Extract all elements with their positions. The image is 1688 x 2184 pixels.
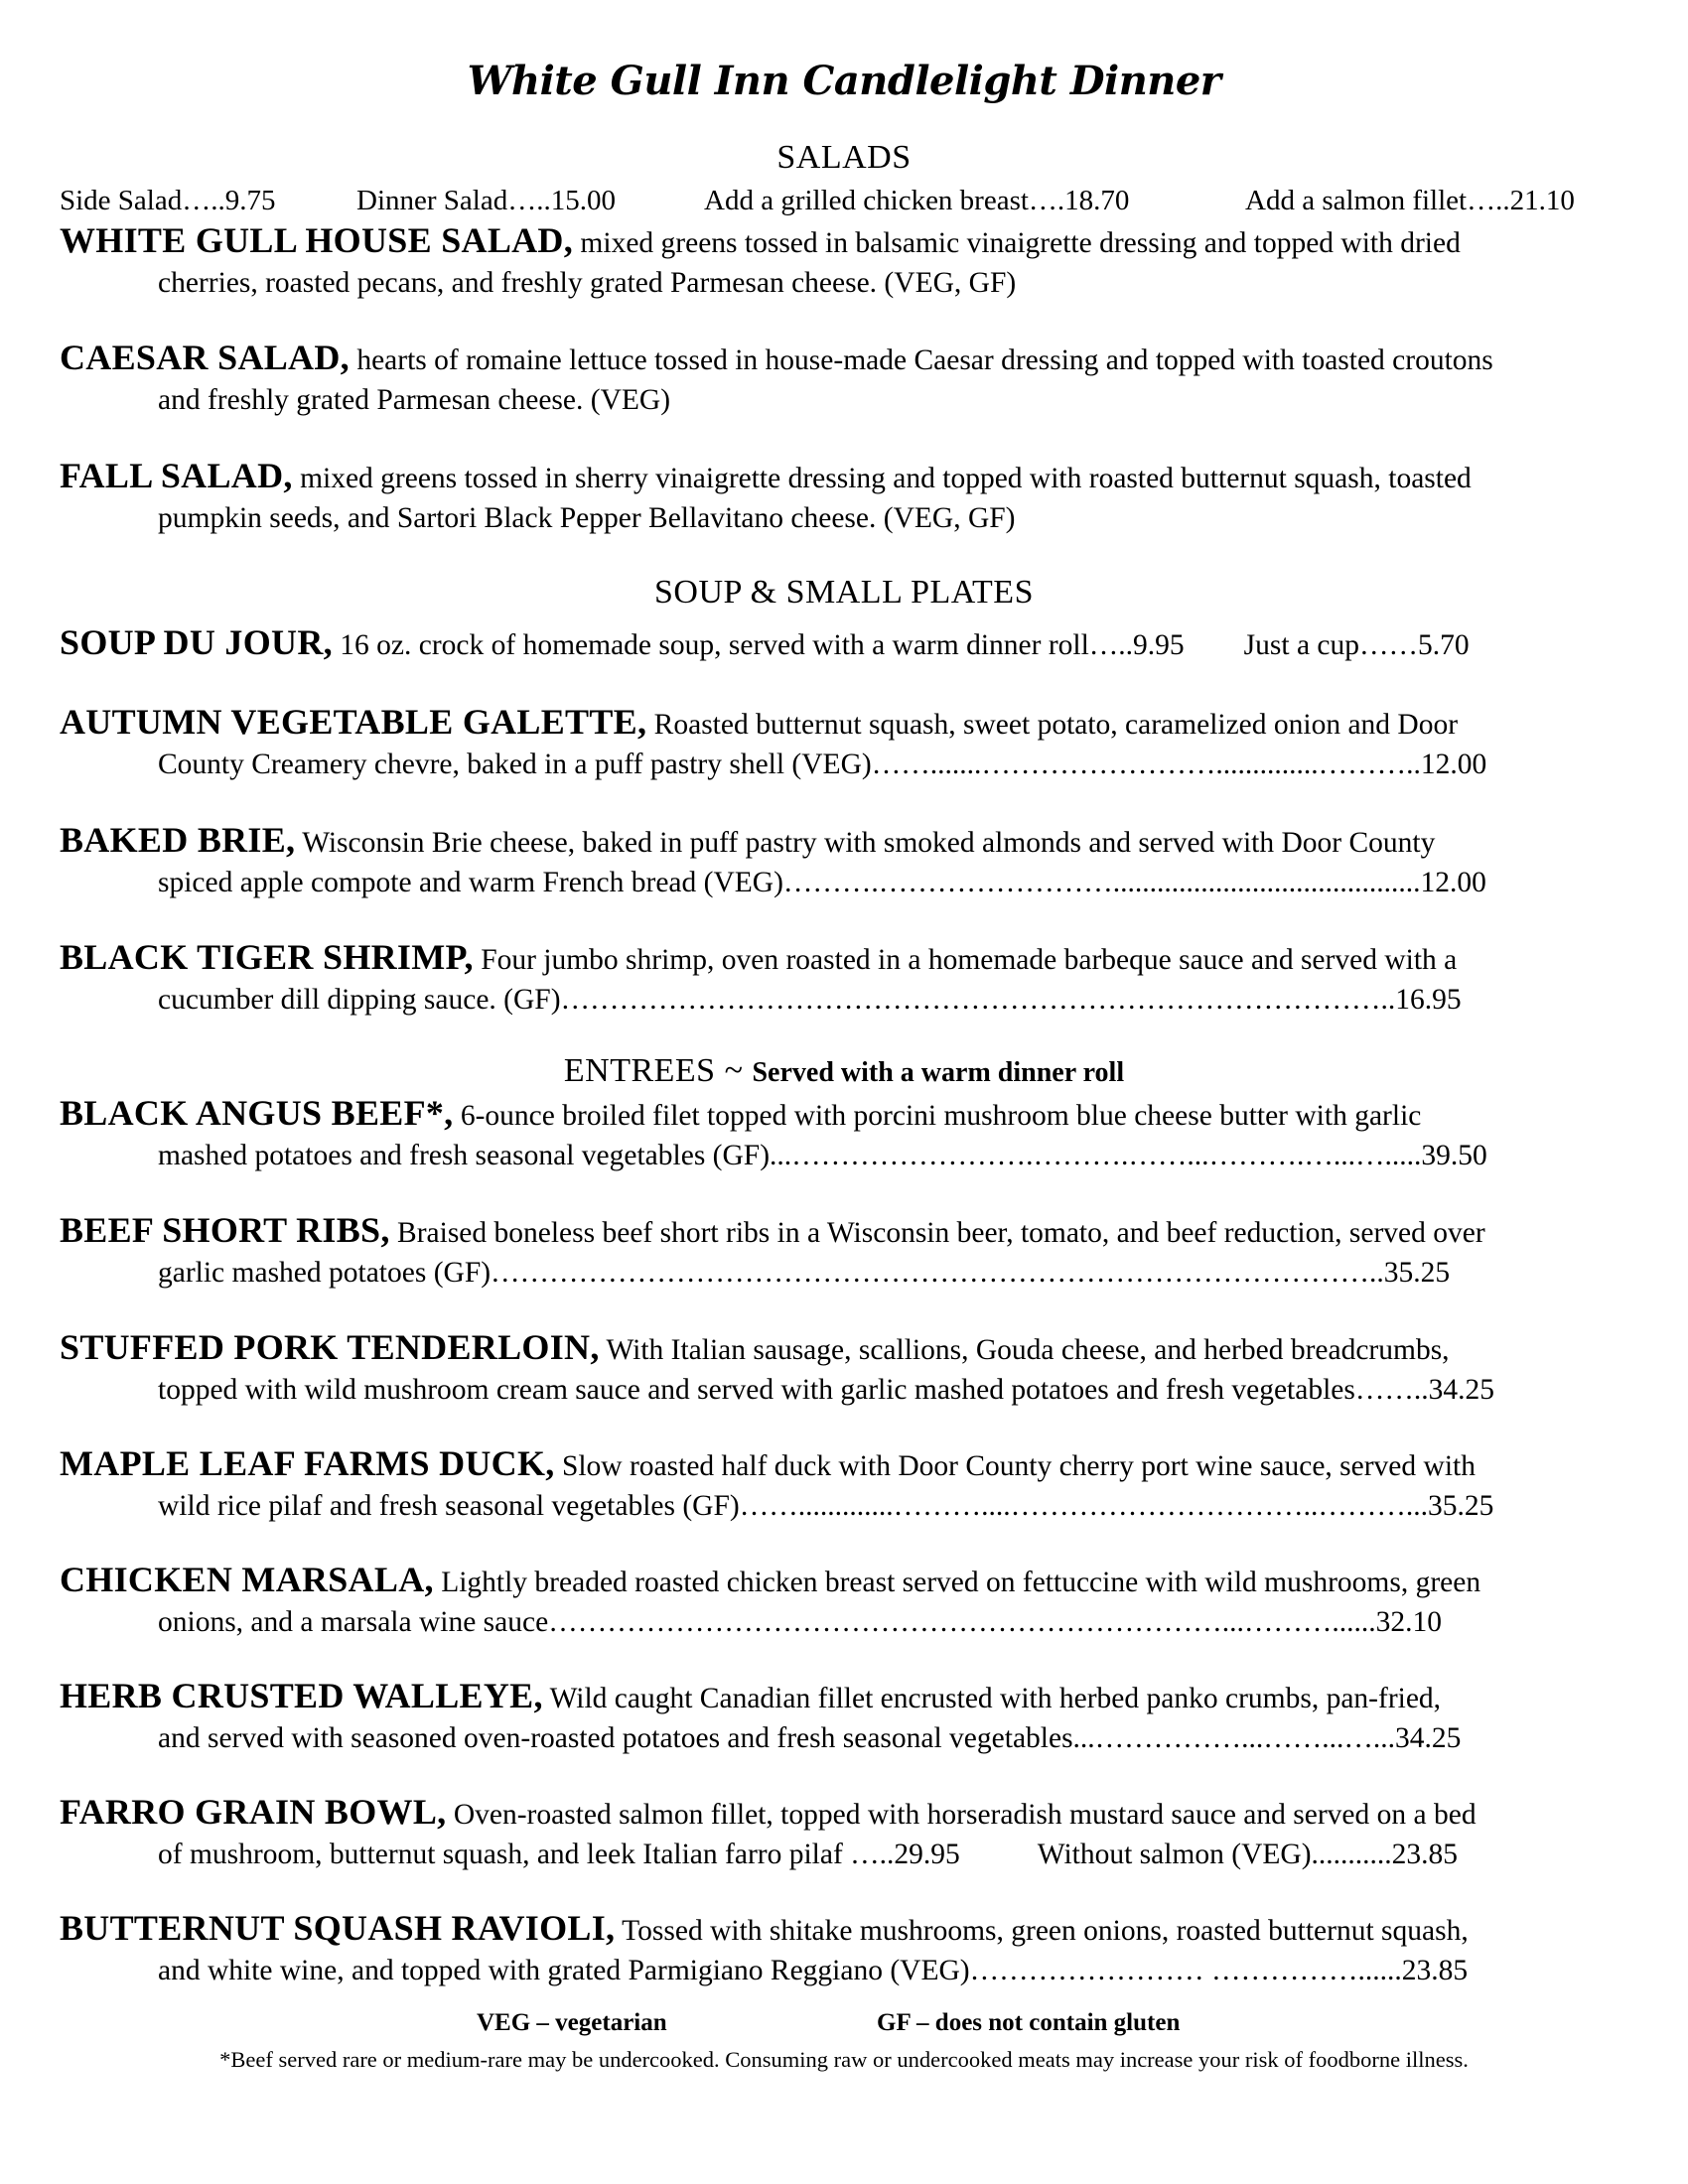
item-description: 16 oz. crock of homemade soup, served with a warm dinner roll…..9.95 <box>332 629 1185 661</box>
menu-item <box>60 820 1638 902</box>
menu-item <box>60 937 1638 1020</box>
item-description: 6-ounce broiled filet topped with porcini mushroom blue cheese butter with garlic <box>453 1100 1422 1132</box>
item-description: With Italian sausage, scallions, Gouda cheese, and herbed breadcrumbs, <box>599 1334 1450 1366</box>
item-description-cont: mashed potatoes and fresh seasonal vegetables (GF)...…………………….……….……...……….…...….....39.50 <box>158 1140 1487 1171</box>
menu-item <box>60 622 1638 665</box>
without-salmon-price: Without salmon (VEG)...........23.85 <box>1037 1839 1459 1870</box>
item-description: Braised boneless beef short ribs in a Wisconsin beer, tomato, and beef reduction, served over <box>389 1217 1485 1249</box>
item-name: BAKED BRIE, <box>60 820 296 860</box>
item-description-cont: cucumber dill dipping sauce. (GF)…………………………………………………………………………..16.95 <box>158 984 1462 1016</box>
menu-item <box>60 1908 1638 1990</box>
menu-item <box>60 338 1638 420</box>
item-name: BEEF SHORT RIBS, <box>60 1210 390 1250</box>
item-description: Oven-roasted salmon fillet, topped with horseradish mustard sauce and served on a bed <box>446 1799 1477 1831</box>
item-name: SOUP DU JOUR, <box>60 622 333 662</box>
item-description: Tossed with shitake mushrooms, green onions, roasted butternut squash, <box>615 1915 1469 1947</box>
item-description-cont: County Creamery chevre, baked in a puff pastry shell (VEG)…….......……………………..............………..12.00 <box>158 749 1487 780</box>
item-description-cont: of mushroom, butternut squash, and leek Italian farro pilaf …..29.95 <box>158 1839 960 1870</box>
add-salmon-price: Add a salmon fillet…..21.10 <box>1245 185 1575 216</box>
menu-item <box>60 1093 1638 1175</box>
item-name: WHITE GULL HOUSE SALAD, <box>60 220 574 260</box>
side-salad-price: Side Salad…..9.75 <box>60 185 276 216</box>
menu-item <box>60 220 1638 303</box>
item-description-cont: onions, and a marsala wine sauce……………………………………………………………...………......32.10 <box>158 1606 1442 1638</box>
menu-item <box>60 1560 1638 1642</box>
item-description: Lightly breaded roasted chicken breast served on fettuccine with wild mushrooms, green <box>433 1567 1481 1598</box>
item-description-cont: and white wine, and topped with grated Parmigiano Reggiano (VEG)…………………… ……………......23.85 <box>158 1955 1469 1986</box>
dietary-legend <box>0 2009 1688 2043</box>
item-name: AUTUMN VEGETABLE GALETTE, <box>60 702 647 742</box>
legend-veg: VEG – vegetarian <box>477 2009 667 2036</box>
menu-item <box>60 456 1638 538</box>
item-name: FALL SALAD, <box>60 456 293 495</box>
section-salads: SALADS <box>776 139 912 176</box>
item-description: mixed greens tossed in balsamic vinaigrette dressing and topped with dried <box>573 227 1461 259</box>
legend-gf: GF – does not contain gluten <box>877 2009 1181 2036</box>
salad-price-row <box>60 185 1609 220</box>
item-name: HERB CRUSTED WALLEYE, <box>60 1676 543 1715</box>
add-chicken-price: Add a grilled chicken breast….18.70 <box>704 185 1130 216</box>
menu-item <box>60 1327 1638 1410</box>
item-description: Slow roasted half duck with Door County cherry port wine sauce, served with <box>554 1450 1476 1482</box>
item-description: mixed greens tossed in sherry vinaigrette dressing and topped with roasted butternut squash, toasted <box>292 463 1472 494</box>
item-description: hearts of romaine lettuce tossed in house-made Caesar dressing and topped with toasted croutons <box>349 344 1493 376</box>
section-soup-small-plates: SOUP & SMALL PLATES <box>654 574 1034 611</box>
section-entrees <box>0 1052 1688 1090</box>
menu-item <box>60 702 1638 784</box>
item-name: MAPLE LEAF FARMS DUCK, <box>60 1443 555 1483</box>
entrees-heading: ENTREES ~ <box>563 1052 744 1089</box>
entrees-subheading: Served with a warm dinner roll <box>752 1057 1125 1088</box>
item-description-cont: topped with wild mushroom cream sauce and served with garlic mashed potatoes and fresh vegetables……..34.25 <box>158 1374 1494 1406</box>
item-description: Wild caught Canadian fillet encrusted with herbed panko crumbs, pan-fried, <box>542 1683 1442 1714</box>
menu-item <box>60 1210 1638 1293</box>
item-description: Four jumbo shrimp, oven roasted in a homemade barbeque sauce and served with a <box>473 944 1458 976</box>
item-description-cont: and freshly grated Parmesan cheese. (VEG) <box>158 384 671 416</box>
item-description-cont: and served with seasoned oven-roasted potatoes and fresh seasonal vegetables...……………...……...…...34.25 <box>158 1722 1462 1754</box>
cup-price: Just a cup……5.70 <box>1243 629 1470 661</box>
item-description: Roasted butternut squash, sweet potato, caramelized onion and Door <box>646 709 1459 741</box>
menu-item <box>60 1792 1638 1874</box>
item-name: CAESAR SALAD, <box>60 338 350 377</box>
item-name: CHICKEN MARSALA, <box>60 1560 434 1599</box>
item-name: BUTTERNUT SQUASH RAVIOLI, <box>60 1908 616 1948</box>
item-name: BLACK TIGER SHRIMP, <box>60 937 474 977</box>
dinner-salad-price: Dinner Salad…..15.00 <box>356 185 616 216</box>
item-description-cont: cherries, roasted pecans, and freshly grated Parmesan cheese. (VEG, GF) <box>158 267 1017 299</box>
food-safety-footnote: *Beef served rare or medium-rare may be undercooked. Consuming raw or undercooked meats may increase your risk of foodborne illness. <box>219 2047 1469 2072</box>
item-name: BLACK ANGUS BEEF*, <box>60 1093 454 1133</box>
item-description-cont: garlic mashed potatoes (GF)………………………………………………………………………………..35.25 <box>158 1257 1451 1289</box>
menu-item <box>60 1676 1638 1758</box>
menu-title: White Gull Inn Candlelight Dinner <box>467 58 1221 104</box>
item-description-cont: spiced apple compote and warm French bread (VEG)……….……………………..........................................12.00 <box>158 867 1486 898</box>
item-description-cont: wild rice pilaf and fresh seasonal vegetables (GF)…….............………....…………………………..………...35.25 <box>158 1490 1494 1522</box>
menu-item <box>60 1443 1638 1526</box>
item-name: STUFFED PORK TENDERLOIN, <box>60 1327 600 1367</box>
item-name: FARRO GRAIN BOWL, <box>60 1792 447 1832</box>
item-description: Wisconsin Brie cheese, baked in puff pastry with smoked almonds and served with Door County <box>295 827 1436 859</box>
item-description-cont: pumpkin seeds, and Sartori Black Pepper Bellavitano cheese. (VEG, GF) <box>158 502 1016 534</box>
